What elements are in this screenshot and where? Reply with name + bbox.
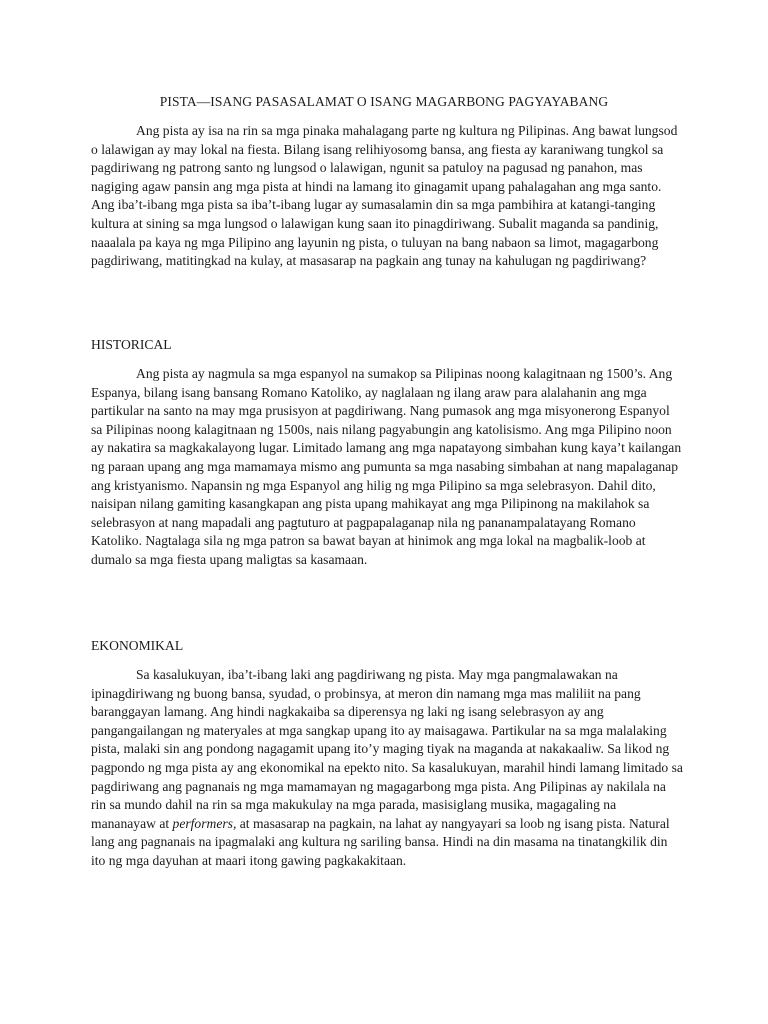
- ekonomikal-text-after: at masasarap na pagkain, na lahat ay nangyayari sa loob ng isang pista. Natural lang ang pagnanais na ipagmalaki ang kultura ng sariling bansa. Hindi na din masama na tinatangkilik din ito ng mga dayuhan at maari itong gawing pagkakakitaan.: [91, 815, 670, 868]
- document-title: PISTA—ISANG PASASALAMAT O ISANG MAGARBONG PAGYAYABANG: [159, 94, 609, 109]
- section-heading-ekonomikal: EKONOMIKAL: [91, 638, 184, 653]
- ekonomikal-emphasis: performers,: [172, 815, 237, 831]
- historical-paragraph: Ang pista ay nagmula sa mga espanyol na sumakop sa Pilipinas noong kalagitnaan ng 1500’s. Ang Espanya, bilang isang bansang Romano Katoliko, ay naglalaan ng ilang araw para alalahanin ang mga partikular na santo na may mga prusisyon at pagdiriwang. Nang pumasok ang mga misyonerong Espanyol sa Pilipinas noong kalagitnaan ng 1500s, nais nilang pagyabungin ang katolisismo. Ang mga Pilipino noon ay nakatira sa magkakalayong lugar. Limitado lamang ang mga napatayong simbahan kung kaya’t kailangan ng paraan upang ang mga mamamaya mismo ang pumunta sa mga nasabing simbahan at nang mapalaganap ang kristyanismo. Napansin ng mga Espanyol ang hilig ng mga Pilipino sa mga selebrasyon. Dahil dito, naisipan nilang gamiting kasangkapan ang pista upang mahikayat ang mga Pilipinong na makilahok sa selebrasyon at nang mapadali ang pagtuturo at pagpapalaganap nila ng pananampalatayang Romano Katoliko. Nagtalaga sila ng mga patron sa bawat bayan at hinimok ang mga lokal na magbalik-loob at dumalo sa mga fiesta upang maligtas sa kasamaan.: [91, 366, 682, 567]
- ekonomikal-text-before: Sa kasalukuyan, iba’t-ibang laki ang pagdiriwang ng pista. May mga pangmalawakan na ipinagdiriwang ng buong bansa, syudad, o probinsya, at meron din namang mga mas maliliit na pang baranggayan lamang. Ang hindi nagkakaiba sa diperensya ng laki ng isang selebrasyon ay ang pangangailangan ng materyales at mga sangkap upang ito ay maisagawa. Partikular na sa mga malalaking pista, malaki sin ang pondong nagagamit upang ito’y maging tiyak na maganda at nakakaaliw. Sa likod ng pagpondo ng mga pista ay ang ekonomikal na epekto nito. Sa kasalukuyan, marahil hindi lamang limitado sa pagdiriwang ang pagnanais ng mga mamamayan ng magagarbong mga pista. Ang Pilipinas ay nakilala na rin sa mundo dahil na rin sa mga makukulay na mga parada, masisiglang musika, magagaling na mananayaw at: [91, 667, 683, 831]
- intro-paragraph: Ang pista ay isa na rin sa mga pinaka mahalagang parte ng kultura ng Pilipinas. Ang bawat lungsod o lalawigan ay may lokal na fiesta. Bilang isang relihiyosomg bansa, ang fiesta ay karaniwang tungkol sa pagdiriwang ng patrong santo ng lungsod o lalawigan, ngunit sa patuloy na pagusad ng panahon, mas nagiging agaw pansin ang mga pista at hindi na lamang ito ginagamit upang pahalagahan ang mga santo. Ang iba’t-ibang mga pista sa iba’t-ibang lugar ay sumasalamin din sa mga pambihira at katangi-tanging kultura at sining sa mga lungsod o lalawigan kung saan ito pinagdiriwang. Subalit maganda sa pandinig, naaalala pa kaya ng mga Pilipino ang layunin ng pista, o tuluyan na bang nabaon sa limot, magagarbong pagdiriwang, matitingkad na kulay, at masasarap na pagkain ang tunay na kahulugan ng pagdiriwang?: [91, 123, 678, 269]
- section-heading-historical: HISTORICAL: [91, 337, 172, 352]
- ekonomikal-paragraph: [91, 666, 683, 871]
